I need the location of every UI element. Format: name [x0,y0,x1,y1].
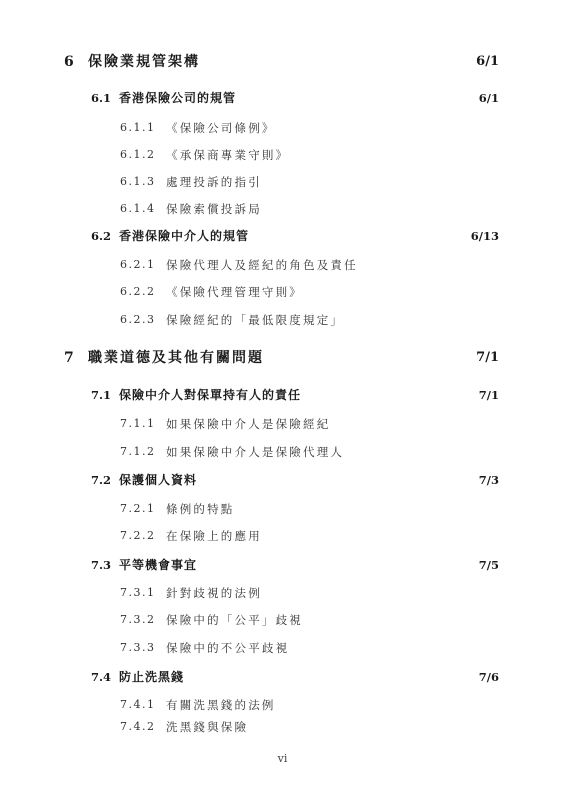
toc-title: 如果保險中介人是保險代理人 [166,445,345,459]
toc-number: 7.3 [91,558,112,572]
toc-number: 7 [64,350,74,366]
toc-subsection [0,715,565,739]
toc-number: 6 [64,54,74,70]
toc-title: 保險業規管架構 [88,54,200,70]
toc-section [0,468,565,492]
toc-subsection [0,197,565,221]
toc-number: 7.2 [91,473,112,487]
toc-title: 保護個人資料 [119,473,198,487]
toc-subsection [0,440,565,464]
toc-subsection [0,280,565,304]
toc-title: 香港保險中介人的規管 [119,229,250,243]
toc-number: 7.2.2 [120,529,156,542]
toc-subsection [0,636,565,660]
toc-section [0,665,565,689]
toc-subsection [0,608,565,632]
toc-number: 7.3.1 [120,586,156,599]
toc-title: 平等機會事宜 [119,558,198,572]
toc-subsection [0,412,565,436]
toc-page-ref: 6/1 [476,54,499,69]
toc-number: 7.1 [91,388,112,402]
toc-title: 《保險代理管理守則》 [166,285,303,299]
toc-number: 6.2.1 [120,258,156,271]
toc-section [0,383,565,407]
toc-number: 6.1.2 [120,148,156,161]
toc-subsection [0,693,565,717]
toc-number: 7.2.1 [120,502,156,515]
toc-page-ref: 6/13 [470,229,499,243]
toc-number: 6.2.2 [120,285,156,298]
toc-number: 6.2 [91,229,112,243]
toc-number: 7.4.1 [120,698,156,711]
toc-title: 《保險公司條例》 [166,121,276,135]
toc-title: 《承保商專業守則》 [166,148,290,162]
toc-page-ref: 7/6 [478,670,499,684]
toc-page-ref: 7/1 [478,388,499,402]
toc-number: 7.1.1 [120,417,156,430]
toc-number: 7.3.3 [120,641,156,654]
toc-title: 洗黑錢與保險 [166,720,249,734]
toc-title: 防止洗黑錢 [119,670,185,684]
toc-section [0,224,565,248]
toc-number: 7.4.2 [120,720,156,733]
toc-subsection [0,253,565,277]
page-number: vi [277,752,288,765]
toc-chapter [0,346,565,370]
toc-page-ref: 7/3 [478,473,499,487]
toc-subsection [0,143,565,167]
toc-title: 保險中介人對保單持有人的責任 [119,388,302,402]
toc-title: 保險經紀的「最低限度規定」 [166,313,345,327]
toc-subsection [0,170,565,194]
toc-number: 7.3.2 [120,613,156,626]
toc-title: 有關洗黑錢的法例 [166,698,276,712]
toc-subsection [0,581,565,605]
toc-page-ref: 7/5 [478,558,499,572]
toc-page-ref: 6/1 [478,91,499,105]
toc-section [0,86,565,110]
toc-number: 7.4 [91,670,112,684]
toc-number: 6.1.1 [120,121,156,134]
toc-number: 6.1.3 [120,175,156,188]
toc-subsection [0,497,565,521]
toc-section [0,553,565,577]
toc-number: 6.1 [91,91,112,105]
toc-page-ref: 7/1 [476,350,499,365]
toc-number: 6.2.3 [120,313,156,326]
toc-title: 職業道德及其他有關問題 [88,350,264,366]
toc-title: 保險索償投訴局 [166,202,262,216]
toc-title: 如果保險中介人是保險經紀 [166,417,331,431]
toc-title: 保險中的「公平」歧視 [166,613,303,627]
toc-number: 6.1.4 [120,202,156,215]
toc-title: 針對歧視的法例 [166,586,262,600]
toc-title: 在保險上的應用 [166,529,262,543]
toc-title: 香港保險公司的規管 [119,91,237,105]
toc-title: 處理投訴的指引 [166,175,262,189]
toc-subsection [0,116,565,140]
toc-title: 保險中的不公平歧視 [166,641,290,655]
toc-subsection [0,524,565,548]
toc-number: 7.1.2 [120,445,156,458]
toc-subsection [0,308,565,332]
toc-title: 條例的特點 [166,502,235,516]
toc-chapter [0,50,565,74]
toc-title: 保險代理人及經紀的角色及責任 [166,258,358,272]
